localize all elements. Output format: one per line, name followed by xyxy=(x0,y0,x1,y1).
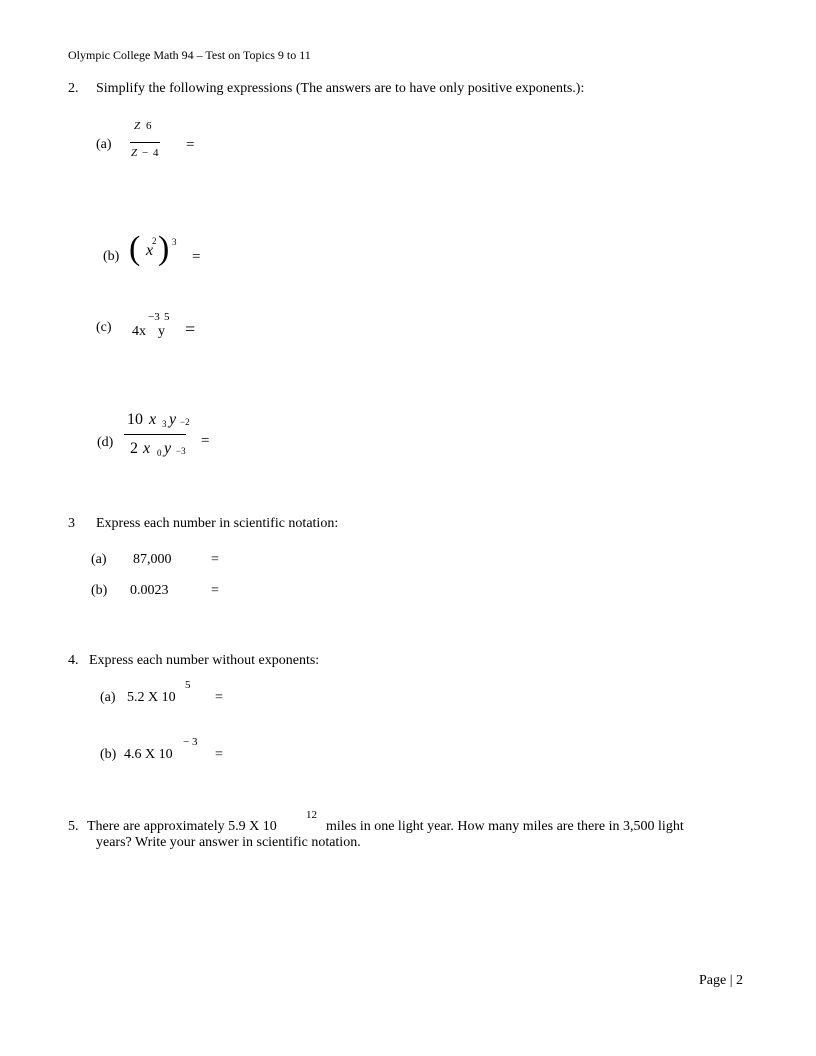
problem-3a-label: (a) xyxy=(91,552,107,567)
problem-2a-fraction-bar xyxy=(130,142,160,143)
problem-2a-label: (a) xyxy=(96,137,112,152)
problem-2d-label: (d) xyxy=(97,435,114,450)
problem-2d-equals: = xyxy=(201,433,210,449)
problem-2d-denominator-y: y xyxy=(164,440,172,457)
problem-2d-denominator-coefficient: 2 xyxy=(130,440,138,457)
problem-3b-equals: = xyxy=(211,583,219,598)
problem-2c-label: (c) xyxy=(96,320,112,335)
problem-3b-label: (b) xyxy=(91,583,108,598)
problem-3a-value: 87,000 xyxy=(133,552,172,567)
problem-2d-fraction-bar xyxy=(124,434,186,435)
page-number: Page | 2 xyxy=(699,973,744,988)
problem-2d-denominator-x: x xyxy=(143,440,151,457)
question-5-number: 5. xyxy=(68,819,79,834)
problem-4b-equals: = xyxy=(215,747,223,762)
problem-4a-equals: = xyxy=(215,690,223,705)
problem-2d-numerator-y: y xyxy=(169,411,177,428)
problem-4a-value: 5.2 X 10 xyxy=(127,690,176,705)
problem-2d-denominator-x-exponent: 0 xyxy=(157,448,162,458)
problem-2b-label: (b) xyxy=(103,249,120,264)
question-2-instruction: Simplify the following expressions (The answers are to have only positive exponents.): xyxy=(96,81,585,96)
problem-2b-outer-exponent: 3 xyxy=(172,237,177,247)
problem-2b-equals: = xyxy=(192,249,201,265)
problem-2b-inner-exponent: 2 xyxy=(152,236,157,246)
problem-2d-numerator-x-exponent: 3 xyxy=(162,419,167,429)
problem-2d-denominator-y-exponent: −3 xyxy=(176,446,186,456)
problem-2b-right-paren: ) xyxy=(158,230,170,267)
problem-2c-y-exponent: 5 xyxy=(164,311,170,323)
question-4-number: 4. xyxy=(68,653,79,668)
question-5-text-before: There are approximately 5.9 X 10 xyxy=(87,819,277,834)
problem-2a-denominator-exponent: 4 xyxy=(153,147,159,159)
problem-2c-x-exponent: −3 xyxy=(148,311,160,323)
question-2-number: 2. xyxy=(68,81,79,96)
problem-2b-base: x xyxy=(146,242,154,259)
problem-2d-numerator-y-exponent: −2 xyxy=(180,417,190,427)
question-3-number: 3 xyxy=(68,516,75,531)
problem-2a-equals: = xyxy=(186,137,195,153)
problem-2a-numerator-exponent: 6 xyxy=(146,120,152,132)
question-3-instruction: Express each number in scientific notation: xyxy=(96,516,339,531)
problem-2a-denominator-minus: − xyxy=(142,147,149,159)
problem-2c-coefficient: 4x xyxy=(132,324,146,339)
problem-2b-left-paren: ( xyxy=(129,230,141,267)
problem-4b-label: (b) xyxy=(100,747,117,762)
question-5-exponent: 12 xyxy=(306,809,317,821)
problem-4a-exponent: 5 xyxy=(185,679,191,691)
problem-2c-equals: = xyxy=(185,319,196,339)
problem-3a-equals: = xyxy=(211,552,219,567)
page-header: Olympic College Math 94 – Test on Topics 9 to 11 xyxy=(68,48,311,62)
question-4-instruction: Express each number without exponents: xyxy=(89,653,320,668)
problem-4b-exponent: − 3 xyxy=(183,736,198,748)
question-5-line-2: years? Write your answer in scientific notation. xyxy=(96,835,361,850)
problem-2c-variable-y: y xyxy=(158,324,165,339)
question-5-text-after: miles in one light year. How many miles are there in 3,500 light xyxy=(326,819,684,834)
problem-4b-value: 4.6 X 10 xyxy=(124,747,173,762)
problem-2a-numerator-base: Z xyxy=(134,120,141,132)
problem-2d-numerator-coefficient: 10 xyxy=(127,411,143,428)
problem-3b-value: 0.0023 xyxy=(130,583,169,598)
problem-2a-denominator-base: Z xyxy=(131,147,138,159)
problem-2d-numerator-x: x xyxy=(149,411,157,428)
problem-4a-label: (a) xyxy=(100,690,116,705)
